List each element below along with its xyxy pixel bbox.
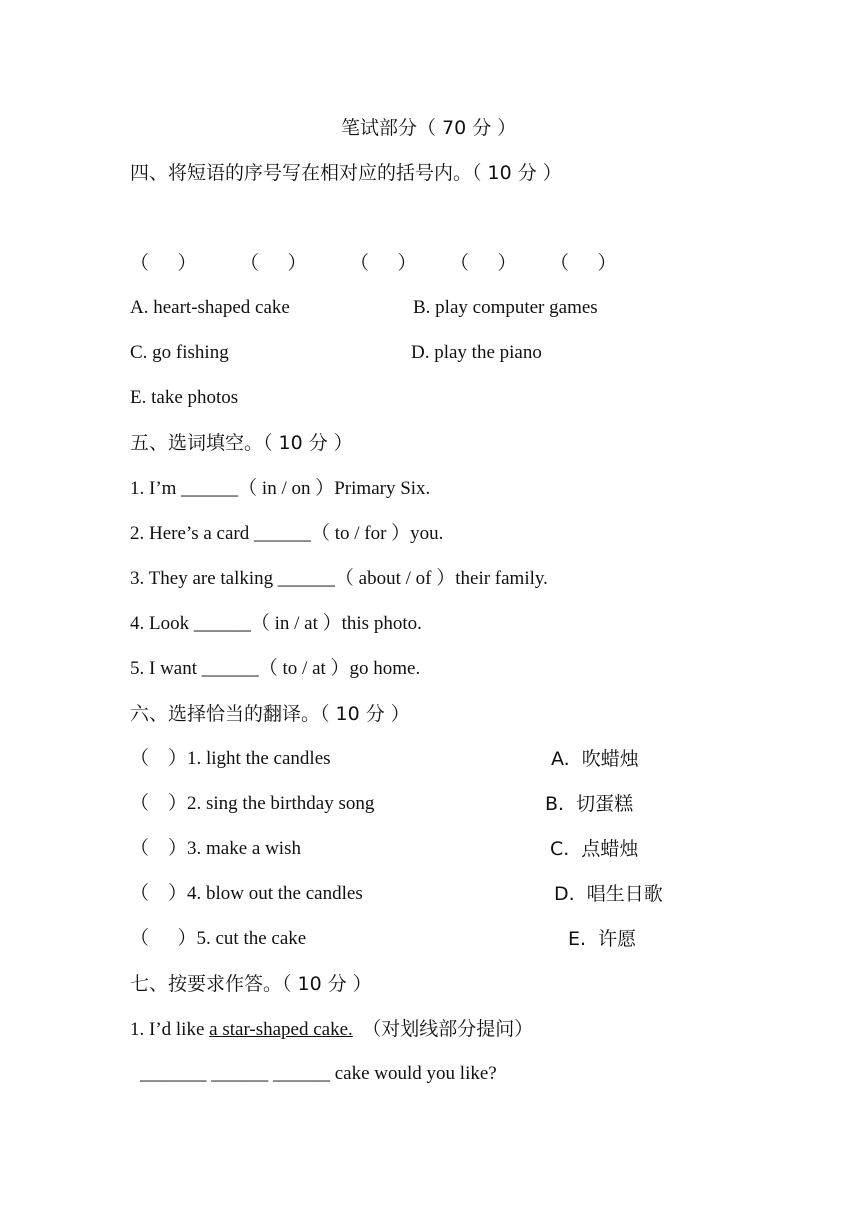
underlined-phrase: a star-shaped cake. (209, 1019, 353, 1040)
instruction-note: （对划线部分提问） (362, 1018, 534, 1040)
page-title: 笔试部分（ 70 分 ） (341, 117, 517, 139)
match-question-5: （ ）5. cut the cake (130, 928, 307, 949)
match-question-4: （ ）4. blow out the candles (130, 883, 363, 904)
fill-item-2: 2. Here’s a card ______（ to / for ）you. (130, 523, 444, 544)
option-c: C. go fishing (130, 342, 229, 363)
section-5-heading: 五、选词填空。（ 10 分 ） (130, 432, 353, 454)
option-d: D. play the piano (411, 342, 542, 363)
match-answer-e: E. 许愿 (568, 928, 637, 950)
section-6-heading: 六、选择恰当的翻译。（ 10 分 ） (130, 703, 410, 725)
match-question-1: （ ）1. light the candles (130, 748, 331, 769)
match-question-2: （ ）2. sing the birthday song (130, 793, 375, 814)
fill-item-5: 5. I want ______（ to / at ）go home. (130, 658, 421, 679)
answer-blank-3[interactable]: （ ） (350, 253, 417, 274)
section-4-heading: 四、将短语的序号写在相对应的括号内。（ 10 分 ） (130, 162, 562, 184)
fill-item-4: 4. Look ______（ in / at ）this photo. (130, 613, 422, 634)
rewrite-question-1 (130, 1017, 533, 1042)
answer-blank-5[interactable]: （ ） (550, 253, 617, 274)
fill-item-1: 1. I’m ______（ in / on ）Primary Six. (130, 478, 431, 499)
answer-blank-1[interactable]: （ ） (130, 253, 197, 274)
match-answer-b: B. 切蛋糕 (545, 793, 634, 815)
match-answer-d: D. 唱生日歌 (554, 883, 663, 905)
question-prefix: 1. I’d like (130, 1019, 210, 1040)
option-a: A. heart-shaped cake (130, 297, 290, 318)
option-b: B. play computer games (413, 297, 598, 318)
answer-blank-4[interactable]: （ ） (450, 253, 517, 274)
rewrite-answer-line: _______ ______ ______ cake would you like? (140, 1063, 497, 1084)
match-answer-a: A. 吹蜡烛 (551, 748, 639, 770)
answer-blank-2[interactable]: （ ） (240, 253, 307, 274)
option-e: E. take photos (130, 387, 239, 408)
section-7-heading: 七、按要求作答。（ 10 分 ） (130, 973, 372, 995)
match-answer-c: C. 点蜡烛 (550, 838, 639, 860)
fill-item-3: 3. They are talking ______（ about / of ）their family. (130, 568, 548, 589)
match-question-3: （ ）3. make a wish (130, 838, 301, 859)
